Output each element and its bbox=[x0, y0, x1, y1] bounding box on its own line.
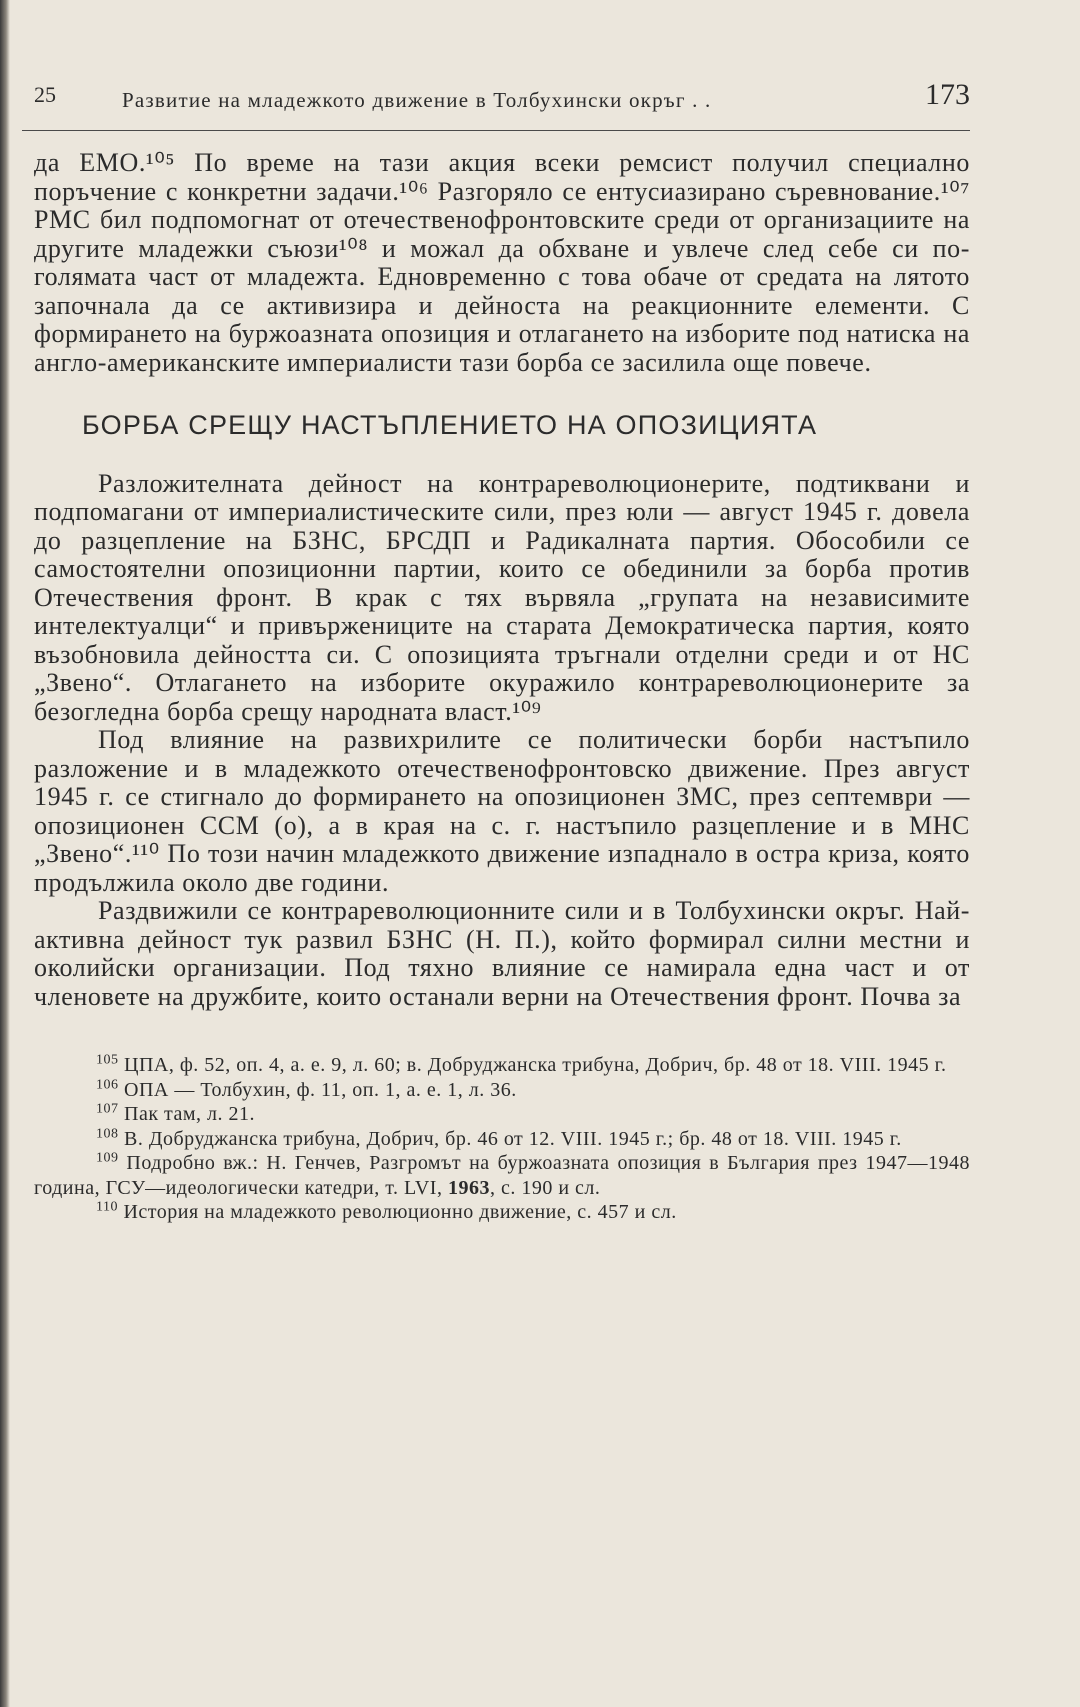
footnote-number: 108 bbox=[96, 1125, 119, 1141]
footnote-107 bbox=[34, 1102, 970, 1127]
footnote-108 bbox=[34, 1127, 970, 1152]
footnote-number: 107 bbox=[96, 1101, 119, 1117]
book-spine-shadow bbox=[0, 0, 10, 1707]
footnote-110 bbox=[34, 1200, 970, 1225]
footnote-text: ОПА — Толбухин, ф. 11, оп. 1, а. е. 1, л. 36. bbox=[124, 1078, 517, 1101]
book-page bbox=[22, 78, 970, 1225]
footnote-text: ЦПА, ф. 52, оп. 4, а. е. 9, л. 60; в. Добруджанска трибуна, Добрич, бр. 48 от 18. VIII. 1945 г. bbox=[124, 1054, 947, 1076]
signature-number: 25 bbox=[34, 82, 56, 107]
footnote-text: Пак там, л. 21. bbox=[124, 1103, 256, 1125]
footnote-text: В. Добруджанска трибуна, Добрич, бр. 46 от 12. VIII. 1945 г.; бр. 48 от 18. VIII. 1945 г. bbox=[124, 1127, 902, 1150]
running-title: Развитие на младежкото движение в Толбухински окръг . . bbox=[122, 88, 712, 112]
paragraph-2: Разложителната дейност на контрареволюционерите, подтиквани и подпомагани от империалистическите сили, през юли — август 1945 г. довела до разцепление на БЗНС, БРСДП и Радикалната партия. Обособили се самостоятелни опозиционни партии, които се обединили за борба против Отечествения фронт. В крак с тях вървяла „групата на независимите интелектуалци“ и привържениците на старата Демократическа партия, която възобновила дейността си. С опозицията тръгнали отделни среди и от НС „Звено“. Отлагането на изборите окуражило контрареволюционерите за безогледна борба срещу народната власт.¹⁰⁹ bbox=[34, 468, 970, 726]
footnote-year: 1963 bbox=[447, 1176, 490, 1199]
footnote-number: 106 bbox=[96, 1076, 119, 1092]
footnote-number: 109 bbox=[96, 1150, 119, 1166]
footnote-106 bbox=[34, 1078, 970, 1103]
footnote-text: История на младежкото революционно движение, с. 457 и сл. bbox=[123, 1201, 677, 1223]
running-header bbox=[22, 78, 970, 131]
footnote-text: Подробно вж.: Н. Генчев, Разгромът на буржоазната опозиция в България през 1947—1948 година, ГСУ—идеологически катедри, т. LVI, bbox=[34, 1152, 970, 1199]
footnote-109 bbox=[34, 1151, 970, 1200]
paragraph-3: Под влияние на развихрилите се политически борби настъпило разложение и в младежкото отечественофронтовско движение. През август 1945 г. се стигнало до формирането на опозиционен ЗМС, през септември — опозиционен ССМ (о), а в края на с. г. настъпило разцепление и в МНС „Звено“.¹¹⁰ По този начин младежкото движение изпаднало в остра криза, която продължила около две години. bbox=[34, 725, 970, 897]
footnote-number: 110 bbox=[96, 1199, 118, 1215]
footnote-105 bbox=[34, 1053, 970, 1078]
footnote-text-end: , с. 190 и сл. bbox=[489, 1176, 601, 1199]
paragraph-1: да ЕМО.¹⁰⁵ По време на тази акция всеки ремсист получил специално поръчение с конкретни задачи.¹⁰⁶ Разгоряло се ентусиазирано съревнование.¹⁰⁷ РМС бил подпомогнат от отечественофронтовските среди от организациите на другите младежки съюзи¹⁰⁸ и можал да обхване и увлече след себе си по-голямата част от младежта. Едновременно с това обаче от средата на лятото започнала да се активизира и дейноста на реакционните елементи. С формирането на буржоазната опозиция и отлагането на изборите под натиска на англо-американските империалисти тази борба се засилила още повече. bbox=[34, 148, 970, 377]
footnotes bbox=[34, 1053, 970, 1225]
section-heading: БОРБА СРЕЩУ НАСТЪПЛЕНИЕТО НА ОПОЗИЦИЯТА bbox=[82, 410, 818, 440]
main-text bbox=[34, 149, 970, 1011]
page-number: 173 bbox=[925, 78, 970, 111]
paragraph-4: Раздвижили се контрареволюционните сили и в Толбухински окръг. Най-активна дейност тук развил БЗНС (Н. П.), който формирал силни местни и околийски организации. Под тяхно влияние се намирала една част и от членовете на дружбите, които останали верни на Отечествения фронт. Почва за bbox=[34, 896, 970, 1011]
footnote-number: 105 bbox=[96, 1052, 119, 1068]
